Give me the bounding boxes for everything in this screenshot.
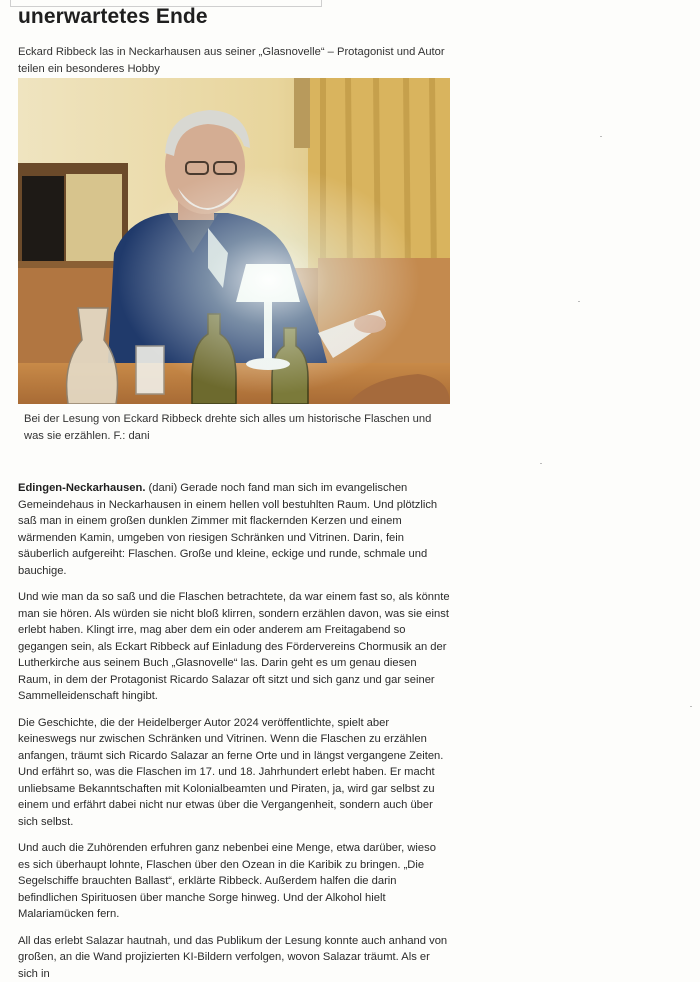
article-paragraph: Die Geschichte, die der Heidelberger Autor 2024 veröffentlichte, spielt aber keineswegs nur zwischen Schränken und Vitrinen. Wenn die Flaschen zu erzählen anfangen, träumt sich Ricardo Salazar an ferne Orte und in längst vergangene Zeiten. Und erfährt so, was die Flaschen im 17. und 18. Jahrhundert erlebt haben. Er macht unliebsame Bekanntschaften mit Kolonialbeamten und Piraten, ja, wird gar selbst zu einem und erfährt dabei nicht nur etwas über die Vergangenheit, sondern auch über sich selbst. [18, 715, 450, 831]
article-paragraph: Und auch die Zuhörenden erfuhren ganz nebenbei eine Menge, etwa darüber, wieso es sich überhaupt lohnte, Flaschen über den Ozean in die Karibik zu bringen. „Die Segelschiffe brauchten Ballast“, erklärte Ribbeck. Außerdem halfen die darin befindlichen Spirituosen über manche Sorge hinweg. Und der Alkohol hielt Malariamücken fern. [18, 840, 450, 923]
scan-speck [578, 301, 580, 302]
photo-caption: Bei der Lesung von Eckard Ribbeck drehte sich alles um historische Flaschen und was sie erzählen. F.: dani [24, 411, 450, 445]
article-dateline: Edingen-Neckarhausen. [18, 482, 145, 494]
scan-speck [690, 706, 692, 707]
scan-speck [600, 136, 602, 137]
article-headline: unerwartetes Ende [18, 5, 208, 29]
article-paragraph [18, 480, 450, 579]
article-teaser: Eckard Ribbeck las in Neckarhausen aus seiner „Glasnovelle“ – Protagonist und Autor teilen ein besonderes Hobby [18, 44, 448, 78]
article-paragraph: All das erlebt Salazar hautnah, und das Publikum der Lesung konnte auch anhand von großen, an die Wand projizierten KI-Bildern verfolgen, wovon Salazar träumt. Als er sich in [18, 933, 450, 982]
article-paragraph: Und wie man da so saß und die Flaschen betrachtete, da war einem fast so, als könnte man sie hören. Als würden sie nicht bloß klirren, sondern erzählen davon, was sie einst erlebt haben. Klingt irre, mag aber dem ein oder anderem am Freitagabend so gegangen sein, als Eckart Ribbeck auf Einladung des Fördervereins Chormusik an der Lutherkirche aus seinem Buch „Glasnovelle“ las. Darin geht es um genau diesen Raum, in dem der Protagonist Ricardo Salazar oft sitzt und sich ganz und gar seiner Sammelleidenschaft hingibt. [18, 589, 450, 705]
article-body [18, 480, 450, 982]
scan-speck [540, 463, 542, 464]
article-photo [18, 78, 450, 404]
article-paragraph-text: (dani) Gerade noch fand man sich im evangelischen Gemeindehaus in Neckarhausen in einem hellen voll bestuhlten Raum. Und plötzlich saß man in einem großen dunklen Zimmer mit flackernden Kerzen und einem wärmenden Kamin, umgeben von riesigen Schränken und Vitrinen. Darin, fein säuberlich aufgereiht: Flaschen. Große und kleine, eckige und runde, schmale und bauchige. [18, 482, 437, 577]
